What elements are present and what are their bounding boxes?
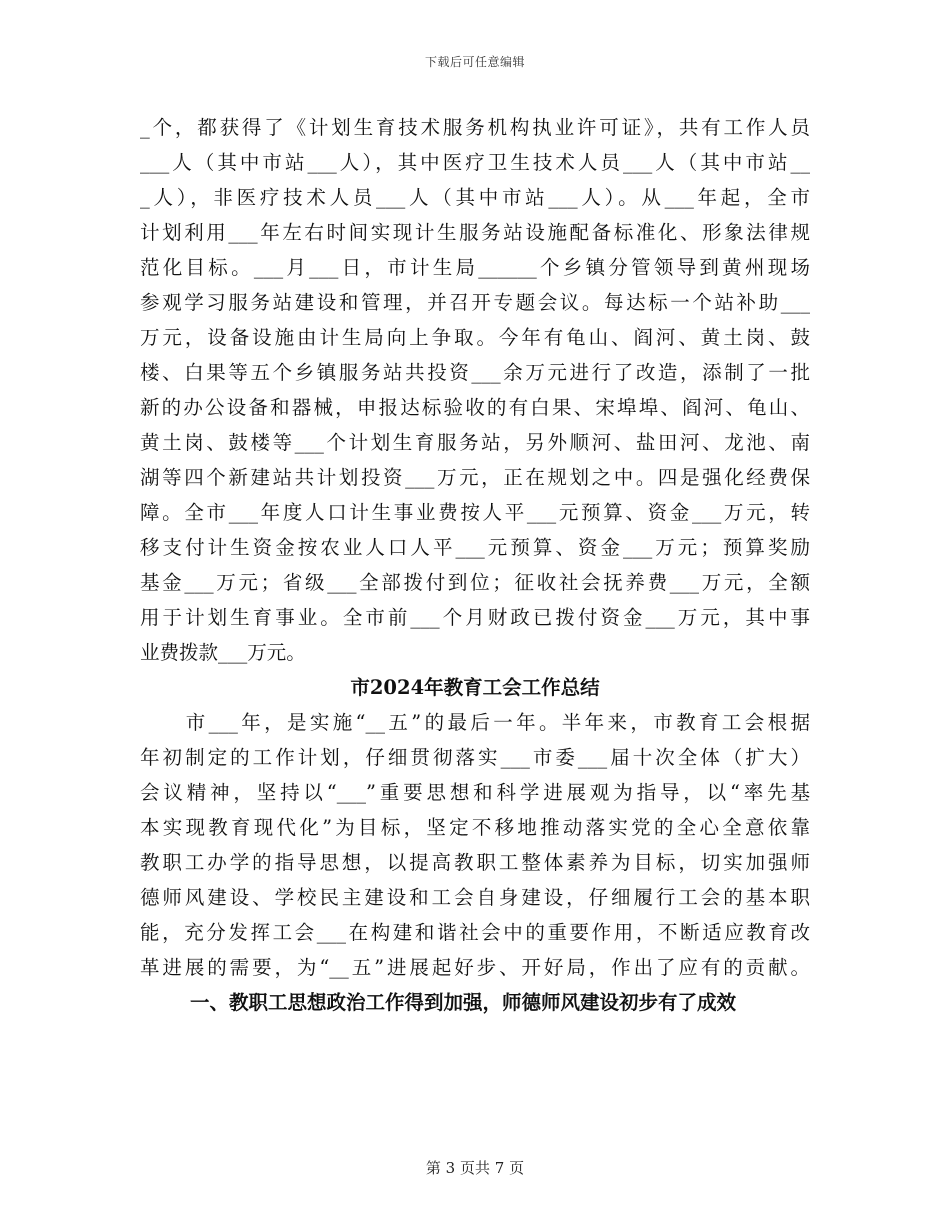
text-line: 黄土岗、鼓楼等___个计划生育服务站，另外顺河、盐田河、龙池、南 — [140, 431, 810, 454]
text-line: _人），非医疗技术人员___人（其中市站___人）。从___年起，全市 — [140, 186, 810, 209]
text-line: 革进展的需要，为“__五”进展起好步、开好局，作出了应有的贡献。 — [140, 956, 810, 979]
text-line: 年初制定的工作计划，仔细贯彻落实___市委___届十次全体（扩大） — [140, 746, 810, 769]
subheading: 一、教职工思想政治工作得到加强，师德师风建设初步有了成效 — [190, 991, 737, 1014]
text-line: _个，都获得了《计划生育技术服务机构执业许可证》，共有工作人员 — [140, 116, 810, 139]
text-line: 万元，设备设施由计生局向上争取。今年有龟山、阎河、黄土岗、鼓 — [140, 326, 810, 349]
text-line: 能，充分发挥工会___在构建和谐社会中的重要作用，不断适应教育改 — [140, 921, 810, 944]
text-line: 本实现教育现代化”为目标，坚定不移地推动落实党的全心全意依靠 — [140, 816, 810, 839]
paragraph-education-union — [140, 705, 810, 985]
text-line: 楼、白果等五个乡镇服务站共投资___余万元进行了改造，添制了一批 — [140, 361, 810, 384]
text-line: 用于计划生育事业。全市前___个月财政已拨付资金___万元，其中事 — [140, 606, 810, 629]
page-header-note: 下载后可任意编辑 — [424, 55, 525, 69]
document-body — [140, 110, 810, 1020]
text-line: 会议精神，坚持以“___”重要思想和科学进展观为指导，以“率先基 — [140, 781, 810, 804]
paragraph-family-planning — [140, 110, 810, 670]
text-line: 新的办公设备和器械，申报达标验收的有白果、宋埠埠、阎河、龟山、 — [140, 396, 810, 419]
text-line: 移支付计生资金按农业人口人平___元预算、资金___万元；预算奖励 — [140, 536, 810, 559]
text-line: 参观学习服务站建设和管理，并召开专题会议。每达标一个站补助___ — [140, 291, 810, 314]
page-number: 第 3 页共 7 页 — [425, 1159, 525, 1177]
text-line: ___人（其中市站___人），其中医疗卫生技术人员___人（其中市站__ — [140, 151, 810, 174]
text-line: 范化目标。___月___日，市计生局______个乡镇分管领导到黄州现场 — [140, 256, 810, 279]
text-line: 德师风建设、学校民主建设和工会自身建设，仔细履行工会的基本职 — [140, 886, 810, 909]
text-line: 市___年，是实施“__五”的最后一年。半年来，市教育工会根据 — [140, 711, 810, 734]
text-line: 基金___万元；省级___全部拨付到位；征收社会抚养费___万元，全额 — [140, 571, 810, 594]
text-line: 计划利用___年左右时间实现计生服务站设施配备标准化、形象法律规 — [140, 221, 810, 244]
text-line: 障。全市___年度人口计生事业费按人平___元预算、资金___万元，转 — [140, 501, 810, 524]
section-title: 市2024年教育工会工作总结 — [350, 676, 600, 699]
text-line: 业费拨款___万元。 — [140, 641, 306, 664]
text-line: 教职工办学的指导思想，以提高教职工整体素养为目标，切实加强师 — [140, 851, 810, 874]
text-line: 湖等四个新建站共计划投资___万元，正在规划之中。四是强化经费保 — [140, 466, 810, 489]
